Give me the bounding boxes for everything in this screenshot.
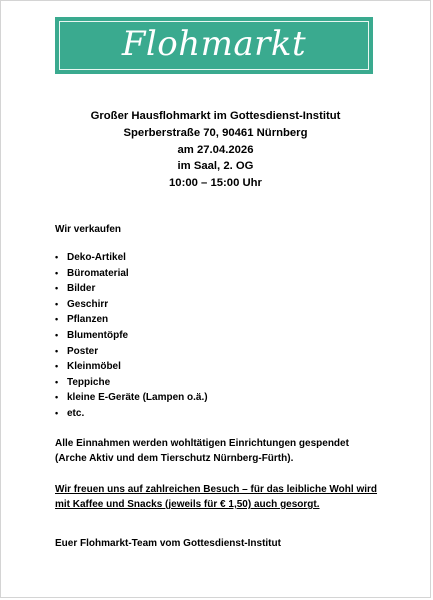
bullet-icon: • (55, 345, 59, 356)
bullet-icon: • (55, 392, 59, 403)
list-item (55, 250, 208, 266)
list-item (55, 312, 208, 328)
bullet-icon: • (55, 329, 59, 340)
donation-paragraph (55, 436, 385, 466)
bullet-icon: • (55, 314, 59, 325)
item-list (55, 250, 208, 422)
invite-line-1: Wir freuen uns auf zahlreichen Besuch – für das leibliche Wohl wird (55, 484, 378, 495)
bullet-icon: • (55, 298, 59, 309)
event-location: im Saal, 2. OG (177, 160, 254, 173)
event-time: 10:00 – 15:00 Uhr (169, 177, 262, 190)
event-name: Großer Hausflohmarkt im Gottesdienst-Institut (90, 110, 341, 122)
list-item (55, 359, 208, 375)
item-label: Poster (67, 345, 99, 357)
item-label: Deko-Artikel (67, 252, 126, 263)
list-item (55, 390, 208, 406)
list-item (55, 375, 208, 391)
bullet-icon: • (55, 267, 59, 278)
bullet-icon: • (55, 407, 59, 418)
signature-text: Euer Flohmarkt-Team vom Gottesdienst-Institut (55, 538, 281, 549)
sell-heading: Wir verkaufen (55, 224, 122, 235)
list-item (55, 328, 208, 344)
title-banner (55, 17, 373, 74)
signature-paragraph (55, 536, 385, 551)
item-label: Pflanzen (67, 314, 109, 326)
event-date: am 27.04.2026 (177, 143, 254, 156)
item-label: etc. (67, 407, 85, 419)
event-address: Sperberstraße 70, 90461 Nürnberg (123, 126, 308, 139)
item-label: Blumentöpfe (67, 329, 129, 341)
list-item (55, 297, 208, 313)
banner-title: Flohmarkt (121, 24, 307, 64)
list-item (55, 344, 208, 360)
item-label: Büromaterial (67, 267, 129, 279)
bullet-icon: • (55, 376, 59, 387)
list-item (55, 406, 208, 422)
bullet-icon: • (55, 283, 59, 294)
list-item (55, 281, 208, 297)
item-label: kleine E-Geräte (Lampen o.ä.) (67, 392, 208, 404)
item-label: Geschirr (67, 298, 109, 310)
event-header (1, 108, 430, 192)
bullet-icon: • (55, 252, 59, 262)
list-item (55, 266, 208, 282)
item-label: Bilder (67, 283, 96, 295)
item-label: Kleinmöbel (67, 361, 121, 373)
bullet-icon: • (55, 361, 59, 372)
invite-paragraph (55, 482, 385, 512)
item-label: Teppiche (67, 376, 111, 388)
donation-line-1: Alle Einnahmen werden wohltätigen Einrichtungen gespendet (55, 438, 349, 449)
donation-line-2: (Arche Aktiv und dem Tierschutz Nürnberg-Fürth). (55, 453, 294, 464)
invite-line-2: mit Kaffee und Snacks (jeweils für € 1,50) auch gesorgt. (55, 499, 320, 510)
